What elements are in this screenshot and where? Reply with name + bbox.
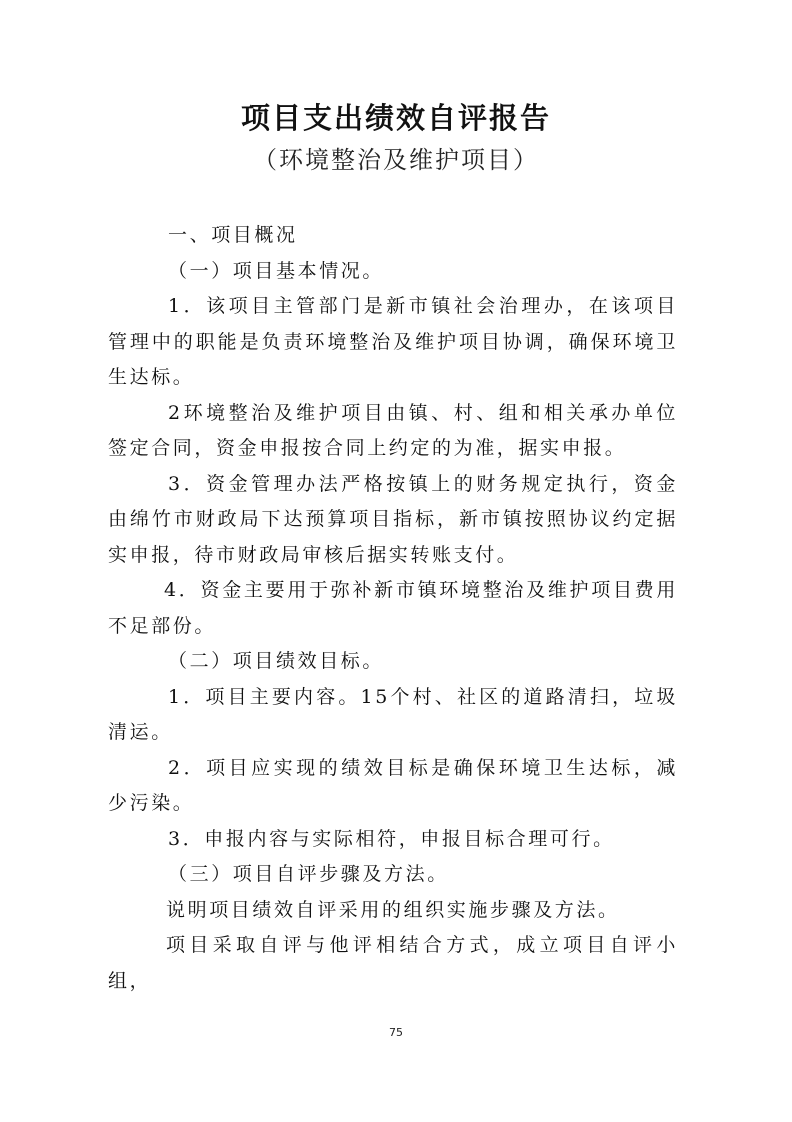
report-subtitle: （环境整治及维护项目） xyxy=(253,146,539,174)
section-heading-project-overview: 一、项目概况 xyxy=(168,224,298,246)
subsection-heading-evaluation-steps: （三）项目自评步骤及方法。 xyxy=(168,863,449,885)
report-title: 项目支出绩效自评报告 xyxy=(240,101,551,135)
paragraph-item-1: 1．该项目主管部门是新市镇社会治理办，在该项目管理中的职能是负责环境整治及维护项目协调，确保环境卫生达标。 xyxy=(108,295,678,388)
subsection-heading-basic-info: （一）项目基本情况。 xyxy=(168,259,385,282)
paragraph-goal-3: 3．申报内容与实际相符，申报目标合理可行。 xyxy=(168,827,615,850)
page-number: 75 xyxy=(389,1026,403,1039)
paragraph-item-4: 4．资金主要用于弥补新市镇环境整治及维护项目费用不足部份。 xyxy=(108,579,678,637)
paragraph-method-detail: 项目采取自评与他评相结合方式，成立项目自评小组， xyxy=(108,934,678,992)
paragraph-goal-1: 1．项目主要内容。15个村、社区的道路清扫，垃圾清运。 xyxy=(108,685,678,743)
paragraph-method-description: 说明项目绩效自评采用的组织实施步骤及方法。 xyxy=(166,898,620,921)
paragraph-item-3: 3．资金管理办法严格按镇上的财务规定执行，资金由绵竹市财政局下达预算项目指标，新市镇按照协议约定据实申报，待市财政局审核后据实转账支付。 xyxy=(108,472,678,566)
paragraph-goal-2: 2．项目应实现的绩效目标是确保环境卫生达标，减少污染。 xyxy=(108,756,678,814)
report-body xyxy=(108,218,678,999)
subsection-heading-performance-goals: （二）项目绩效目标。 xyxy=(168,650,385,672)
paragraph-item-2: 2环境整治及维护项目由镇、村、组和相关承办单位签定合同，资金申报按合同上约定的为准，据实申报。 xyxy=(108,401,678,459)
